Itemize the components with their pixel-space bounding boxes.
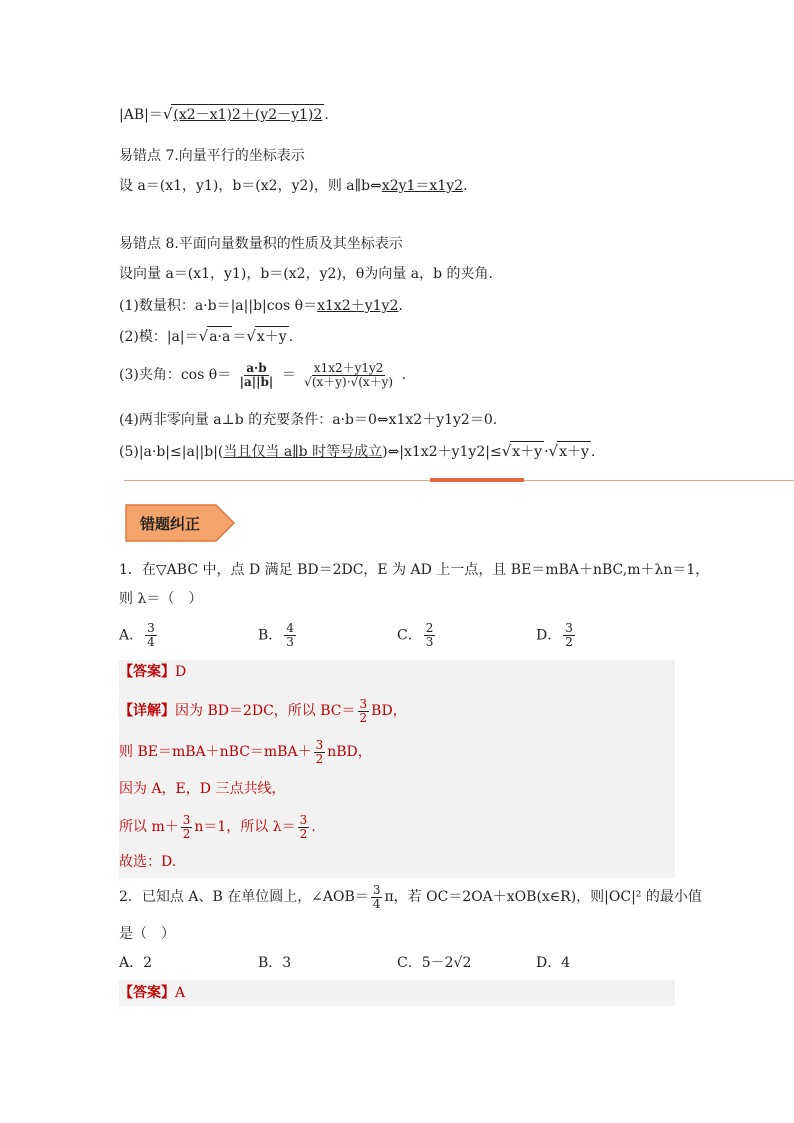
q1-option-d[interactable]: D． $\frac{3}{2}$ (536, 621, 573, 649)
section-divider-accent (430, 478, 524, 482)
q2-answer-box (119, 980, 675, 1006)
cos-fraction-1: $\frac{a\cdot b}{|a||b|}$ (239, 360, 274, 389)
q1-answer-box (119, 660, 675, 878)
q1-option-a[interactable]: A． $\frac{3}{4}$ (119, 621, 155, 649)
q2-stem-line2: 是（ ） (119, 926, 175, 942)
q2-option-d[interactable]: D．4 (536, 955, 571, 971)
tag-label: 错题纠正 (140, 515, 201, 533)
q1-stem-line2: 则 λ＝（ ） (119, 591, 203, 607)
point8-item-5: (5)|a·b|≤|a||b|(当且仅当 a∥b 时等号成立)⇔|x1x2＋y1y2|≤√x＋y ·√x＋y . (119, 442, 596, 460)
q1-option-c[interactable]: C． $\frac{2}{3}$ (397, 621, 434, 649)
point7-body: 设 a＝(x1，y1)，b＝(x2，y2)，则 a∥b⇔x2y1＝x1y2. (119, 178, 468, 194)
q1-option-b[interactable]: B． $\frac{4}{3}$ (258, 621, 294, 649)
q2-answer: 【答案】A (119, 985, 186, 1001)
q2-option-c[interactable]: C．5－2√2 (397, 955, 472, 971)
point8-intro: 设向量 a＝(x1，y1)，b＝(x2，y2)，θ为向量 a，b 的夹角. (119, 266, 493, 282)
ab-distance-formula: |AB|＝√(x2－x1)2＋(y2－y1)2 . (119, 105, 329, 123)
q1-stem-line1: 1．在▽ABC 中，点 D 满足 BD＝2DC，E 为 AD 上一点，且 BE＝mBA＋nBC,m＋λn＝1， (119, 562, 710, 578)
point8-title: 易错点 8.平面向量数量积的性质及其坐标表示 (119, 236, 403, 252)
point8-item-1: (1)数量积：a·b＝|a||b|cos θ＝x1x2＋y1y2. (119, 298, 403, 314)
point8-item-2: (2)模：|a|＝√a·a ＝√x＋y . (119, 327, 294, 345)
point8-item-4: (4)两非零向量 a⊥b 的充要条件：a·b＝0⇔x1x2＋y1y2＝0. (119, 412, 498, 428)
q1-detail-line3: 因为 A，E，D 三点共线， (119, 781, 286, 797)
q2-stem-line1: 2．已知点 A、B 在单位圆上，∠AOB＝ $\frac{3}{4}$ π，若 OC＝2OA＋xOB(x∈R)，则|OC|² 的最小值 (119, 882, 702, 911)
q1-detail-line2: 则 BE＝mBA＋nBC＝mBA＋ $\frac{3}{2}$ nBD， (119, 737, 372, 766)
point8-item-3: (3)夹角：cos θ＝ $\frac{a\cdot b}{|a||b|}$ ＝ $\frac{x1x2+y1y2}{√(x+y)\cdot√(x+y)}$ . (119, 360, 407, 389)
point7-title: 易错点 7.向量平行的坐标表示 (119, 148, 305, 164)
q2-option-b[interactable]: B．3 (258, 955, 292, 971)
q2-option-a[interactable]: A．2 (119, 955, 153, 971)
cos-fraction-2: $\frac{x1x2+y1y2}{√(x+y)\cdot√(x+y)}$ (304, 360, 394, 389)
q1-detail-line4: 所以 m＋ $\frac{3}{2}$ n＝1，所以 λ＝ $\frac{3}{2}$ . (119, 812, 316, 841)
q1-detail-line1: 【详解】因为 BD＝2DC，所以 BC＝ $\frac{3}{2}$ BD， (119, 696, 407, 725)
q1-answer: 【答案】D (119, 664, 187, 680)
section-tag (124, 503, 234, 543)
q1-detail-line5: 故选：D. (119, 854, 177, 870)
